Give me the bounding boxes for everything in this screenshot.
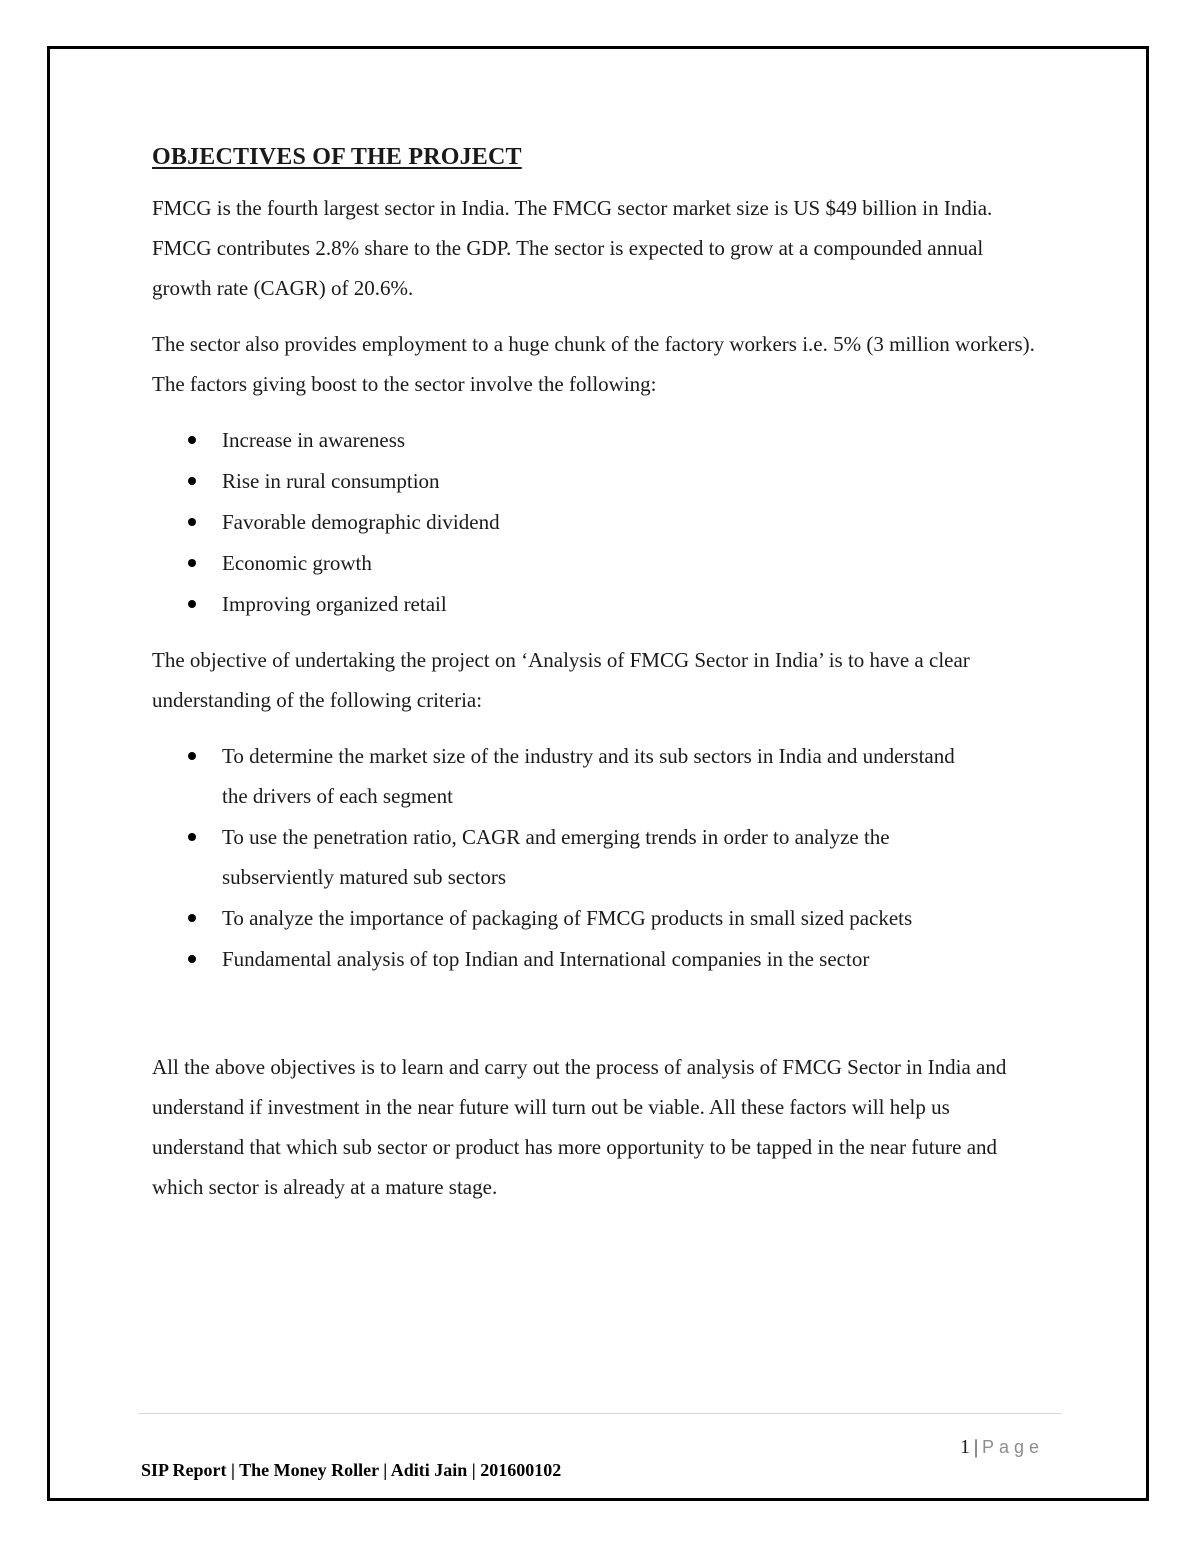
bullet-icon — [188, 833, 196, 841]
bullet-icon — [188, 955, 196, 963]
list-item — [152, 584, 1042, 624]
employment-paragraph: The sector also provides employment to a huge chunk of the factory workers i.e. 5% (3 million workers). The factors giving boost to the sector involve the following: — [152, 332, 1035, 396]
objective-paragraph: The objective of undertaking the project on ‘Analysis of FMCG Sector in India’ is to have a clear understanding of the following criteria: — [152, 648, 970, 712]
list-item — [152, 420, 1042, 460]
list-item-text: To analyze the importance of packaging of FMCG products in small sized packets — [222, 906, 913, 930]
page-label: Page — [981, 1437, 1044, 1457]
list-item — [152, 736, 1042, 816]
page-number — [960, 1436, 1044, 1459]
bullet-icon — [188, 559, 196, 567]
intro-paragraph: FMCG is the fourth largest sector in India. The FMCG sector market size is US $49 billion in India. FMCG contributes 2.8% share to the GDP. The sector is expected to grow at a compounded annual growth rate (CAGR) of 20.6%. — [152, 196, 993, 300]
list-item — [152, 817, 1042, 897]
list-item-text: Improving organized retail — [222, 592, 447, 616]
list-item-text: Favorable demographic dividend — [222, 510, 500, 534]
bullet-icon — [188, 914, 196, 922]
bullet-icon — [188, 436, 196, 444]
bullet-icon — [188, 518, 196, 526]
footer-report-info: SIP Report | The Money Roller | Aditi Jain | 201600102 — [141, 1460, 562, 1480]
page-number-value: 1 — [959, 1436, 970, 1458]
bullet-icon — [188, 477, 196, 485]
growth-factors-list — [152, 420, 1042, 624]
list-item-text: Economic growth — [222, 551, 372, 575]
objectives-list — [152, 736, 1042, 979]
closing-paragraph: All the above objectives is to learn and carry out the process of analysis of FMCG Sector in India and understand if investment in the near future will turn out be viable. All these factors will help us understand that which sub sector or product has more opportunity to be tapped in the near future and which sector is already at a mature stage. — [152, 1055, 1007, 1199]
page-title: OBJECTIVES OF THE PROJECT — [152, 144, 522, 170]
list-item — [152, 898, 1042, 938]
list-item — [152, 939, 1042, 979]
footer-divider — [138, 1413, 1062, 1414]
list-item — [152, 502, 1042, 542]
page-number-separator: | — [973, 1436, 978, 1458]
bullet-icon — [188, 752, 196, 760]
list-item-text: Increase in awareness — [222, 428, 406, 452]
list-item — [152, 543, 1042, 583]
list-item — [152, 461, 1042, 501]
document-body — [152, 140, 1042, 1223]
list-item-text: Rise in rural consumption — [222, 469, 440, 493]
list-item-text: To use the penetration ratio, CAGR and emerging trends in order to analyze the subserviently matured sub sectors — [222, 825, 890, 889]
list-item-text: Fundamental analysis of top Indian and International companies in the sector — [222, 947, 870, 971]
bullet-icon — [188, 600, 196, 608]
list-item-text: To determine the market size of the industry and its sub sectors in India and understand the drivers of each segment — [222, 744, 955, 808]
